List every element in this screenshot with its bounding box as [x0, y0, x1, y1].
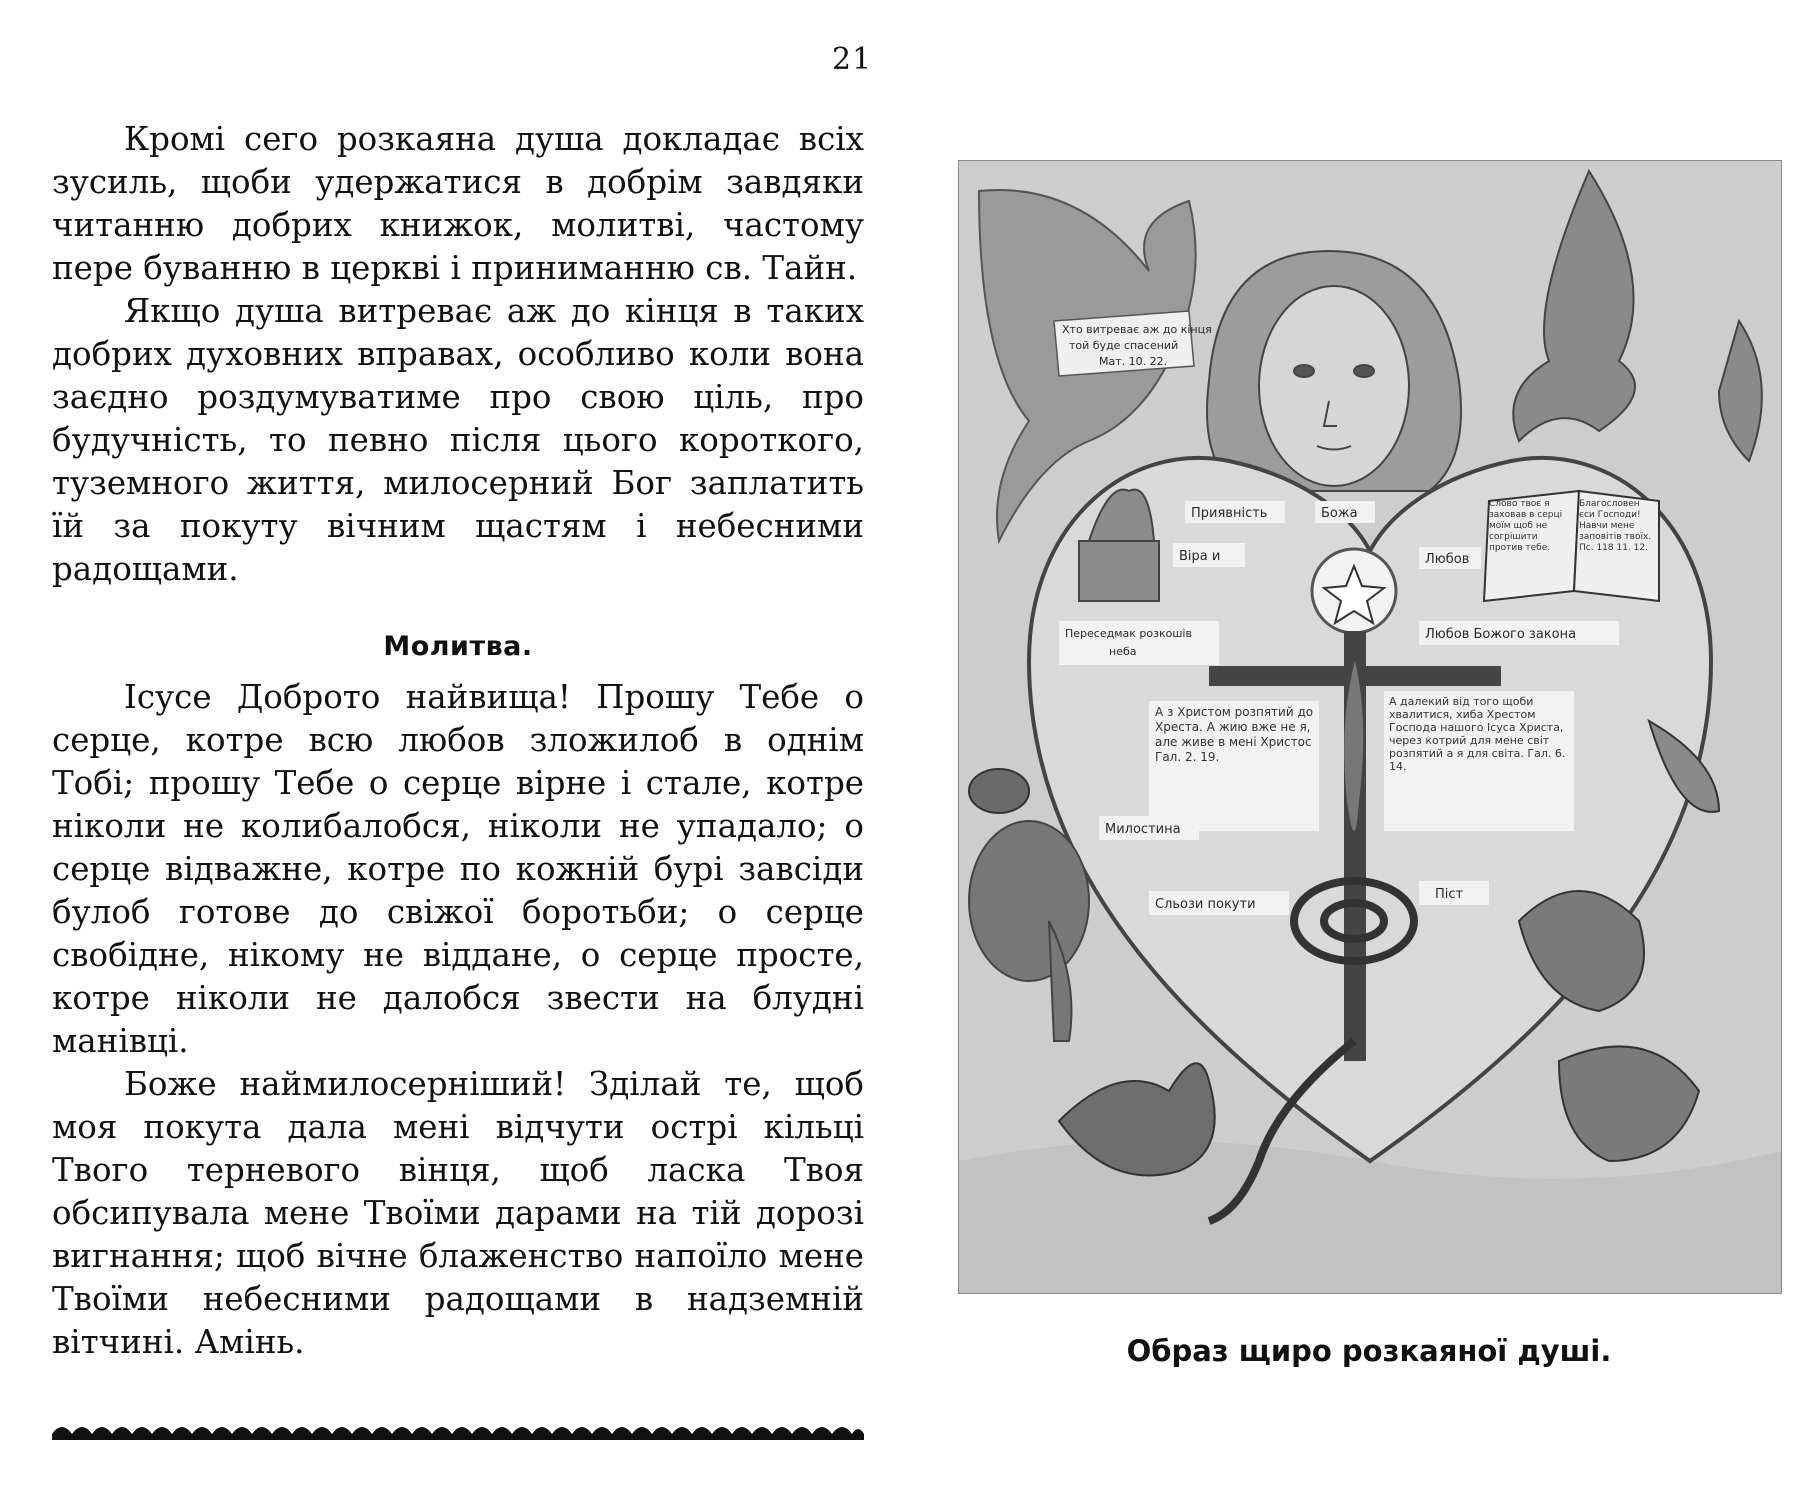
- open-book: [1484, 491, 1659, 601]
- paragraph-2: Якщо душа витреває аж до кінця в таких добрих духовних вправах, особливо коли вона заєдно роздумуватиме про свою ціль, про будучність, то певно після цього короткого, туземного життя, милосерний Бог заплатить їй за покуту вічним щастям і небесними радощами.: [52, 292, 864, 588]
- label-peresdmak-1: Переседмак розкошів: [1065, 627, 1192, 640]
- label-slozy-pokuty: Сльози покути: [1155, 897, 1256, 912]
- prayer-title: Молитва.: [383, 631, 533, 662]
- banner-line-3: Мат. 10. 22.: [1099, 355, 1168, 368]
- paragraph-1: Кромі сего розкаяна душа докладає всіх зусиль, щоби удержатися в добрім завдяки читанню добрих книжок, молитві, частому пере буванню в церкві і приниманню св. Тайн.: [52, 120, 864, 287]
- object-left: [969, 769, 1029, 813]
- label-mylostyna: Милостина: [1105, 822, 1181, 837]
- quote-left: А з Христом розпятий до Хреста. А жию вже не я, але живе в мені Христос Гал. 2. 19.: [1155, 705, 1314, 764]
- star-wreath: [1312, 549, 1396, 633]
- label-vira-i: Віра и: [1179, 549, 1221, 564]
- quote-right: А далекий від того щоби хвалитися, хиба Хрестом Господа нашого Ісуса Христа, через котрий для мене світ розпятий а я для світа. Гал. 6. 14.: [1389, 695, 1566, 773]
- banner-line-1: Хто витреває аж до кінця: [1062, 323, 1212, 336]
- label-liubov: Любов: [1425, 552, 1470, 567]
- banner-line-2: той буде спасений: [1069, 339, 1179, 352]
- decorative-border-ornament: [52, 1418, 864, 1442]
- label-liubov-bozhoho-zakona: Любов Божого закона: [1425, 627, 1577, 642]
- banner-scroll: [1054, 311, 1212, 376]
- text-column: [52, 118, 864, 1364]
- illustration-drawing: [959, 161, 1781, 1293]
- prayer-paragraph-1: Ісусе Доброто найвища! Прошу Тебе о серце, котре всю любов зложилоб в однім Тобі; прошу Тебе о серце вірне і стале, котре ніколи не колибалобся, ніколи не упадало; о серце відважне, котре по кожній бурі завсіди булоб готове до свіжої боротьби; о серце свобідне, нікому не віддане, о серце просте, котре ніколи не далобся звести на блудні манівці.: [52, 678, 864, 1060]
- book-right-text: Благословен єси Господи! Навчи мене заповітів твоїх. Пс. 118 11. 12.: [1579, 499, 1652, 553]
- page-number: 21: [832, 42, 873, 77]
- figure-caption: Образ щиро розкаяної душі.: [1126, 1334, 1612, 1368]
- label-pist: Піст: [1435, 887, 1464, 902]
- illustration-penitent-soul: [958, 160, 1782, 1294]
- label-peresdmak-2: неба: [1109, 645, 1137, 658]
- book-left-text: Слово твоє я заховав в серці моїм щоб не согрішити против тебе.: [1489, 499, 1563, 553]
- label-bozha: Божа: [1321, 506, 1358, 521]
- label-pryiavnist: Приявність: [1191, 506, 1268, 521]
- prayer-paragraph-2: Боже наймилосерніший! Зділай те, щоб моя покута дала мені відчути острі кільці Твого терневого вінця, щоб ласка Твоя обсипувала мене Твоїми дарами на тій дорозі вигнання; щоб вічне блаженство напоїло мене Твоїми небесними радощами в надземній вітчині. Амінь.: [52, 1065, 864, 1361]
